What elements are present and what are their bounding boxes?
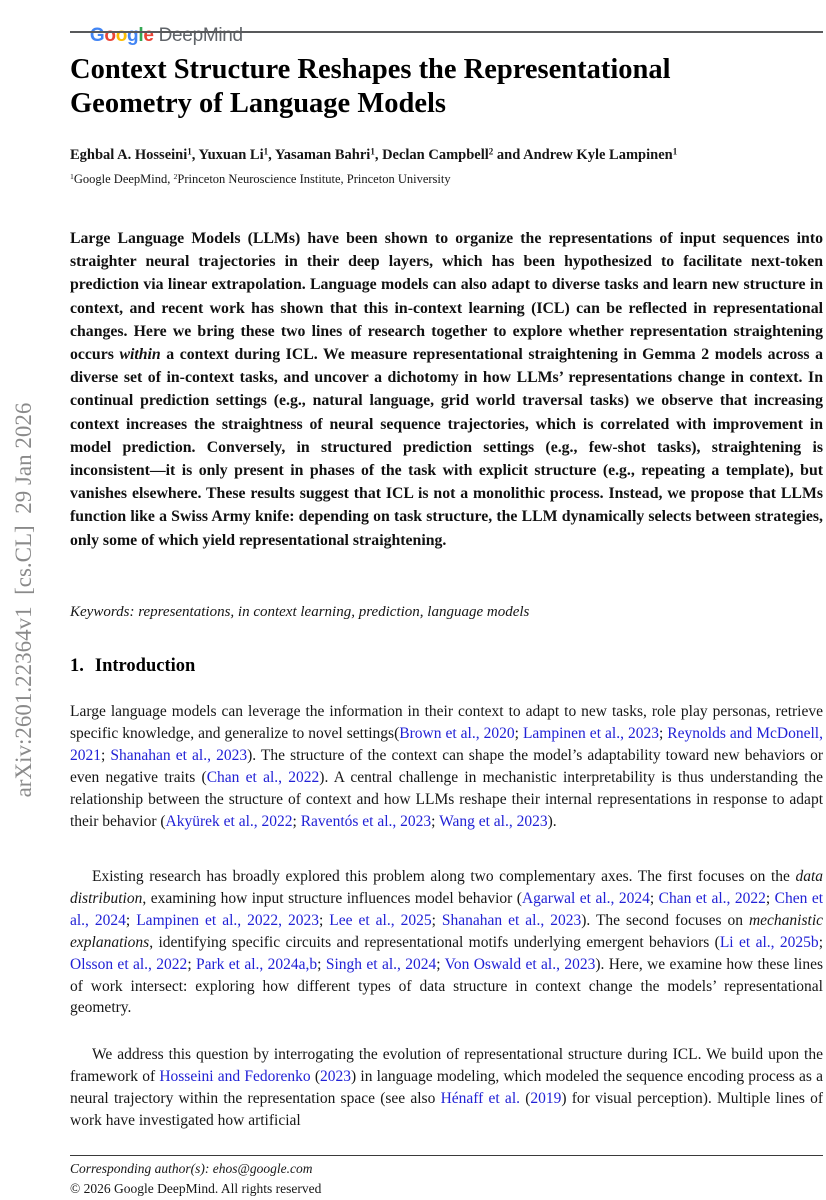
text-segment: within	[119, 346, 161, 364]
superscript: 1	[187, 146, 192, 157]
copyright-line: © 2026 Google DeepMind. All rights reserved	[70, 1181, 322, 1196]
text-segment: ;	[765, 889, 775, 907]
text-segment: ;	[317, 955, 326, 973]
text-segment: ). The structure of the context can shape the model’s adaptability toward new behaviors or even negative traits (	[70, 746, 823, 786]
intro-paragraph-3	[70, 1044, 823, 1132]
text-segment: Princeton Neuroscience Institute, Princeton University	[177, 172, 451, 186]
text-segment: ;	[187, 955, 196, 973]
citation-link[interactable]: Shanahan et al., 2023	[441, 911, 582, 929]
section-heading-introduction	[70, 656, 195, 677]
arxiv-stamp: arXiv:2601.22364v1 [cs.CL] 29 Jan 2026	[11, 402, 36, 798]
superscript: 1	[263, 146, 269, 157]
citation-link[interactable]: Lampinen et al., 2023	[522, 724, 659, 742]
citation-link[interactable]: Chan et al., 2022	[206, 768, 320, 786]
affiliation-line	[70, 172, 823, 187]
text-segment: ;	[436, 955, 445, 973]
section-number: 1.	[70, 656, 84, 676]
text-segment: ;	[292, 812, 301, 830]
text-segment: and Andrew Kyle Lampinen	[493, 147, 673, 163]
text-segment: a context during ICL. We measure representational straightening in Gemma 2 models across a diverse set of in-context tasks, and uncover a dichotomy in how LLMs’ representations change in context. In continual prediction settings (e.g., natural language, grid world traversal tasks) we observe that increasing context increases the straightness of neural sequence trajectories, which is correlated with improvement in model prediction. Conversely, in structured prediction settings (e.g., few-shot tasks), straightening is inconsistent—it is only present in phases of the task with explicit structure (e.g., repeating a template), but vanishes elsewhere. These results suggest that ICL is not a monolithic process. Instead, we propose that LLMs function like a Swiss Army knife: depending on task structure, the LLM dynamically selects between strategies, only some of which yield representational straightening.	[70, 346, 823, 549]
citation-link[interactable]: Reynolds and McDonell, 2021	[70, 724, 823, 764]
text-segment: ;	[658, 724, 668, 742]
citation-link[interactable]: Von Oswald et al., 2023	[444, 955, 596, 973]
text-segment: , identifying specific circuits and representational motifs underlying emergent behaviors (	[149, 933, 720, 951]
text-segment: e	[143, 25, 154, 46]
citation-link[interactable]: Wang et al., 2023	[439, 812, 548, 830]
text-segment: ;	[125, 911, 137, 929]
text-segment: ). Here, we examine how these lines of work intersect: exploring how different types of data structure in context change the models’ representational geometry.	[70, 955, 823, 1017]
abstract	[70, 227, 823, 552]
text-segment: , Yasaman Bahri	[268, 147, 371, 163]
superscript: 1	[672, 146, 678, 157]
citation-link[interactable]: Akyürek et al., 2022	[165, 812, 293, 830]
text-segment: ). The second focuses on	[581, 911, 749, 929]
citation-link[interactable]: Park et al., 2024a,b	[196, 955, 318, 973]
corresponding-author-line: Corresponding author(s): ehos@google.com	[70, 1161, 313, 1176]
citation-link[interactable]: Hosseini and Fedorenko	[159, 1067, 311, 1085]
text-segment: Existing research has broadly explored this problem along two complementary axes. The first focuses on the	[92, 868, 796, 885]
text-segment: Eghbal A. Hosseini	[70, 147, 188, 163]
superscript: 2	[488, 146, 494, 157]
section-title: Introduction	[94, 656, 196, 676]
intro-paragraph-1	[70, 701, 823, 832]
author-line	[70, 147, 823, 164]
intro-paragraph-2	[70, 866, 823, 1019]
citation-link[interactable]: Raventós et al., 2023	[300, 812, 432, 830]
superscript: 1	[370, 146, 375, 157]
text-segment: (	[520, 1089, 531, 1107]
citation-link[interactable]: 2023	[320, 1067, 352, 1085]
text-segment: Large Language Models (LLMs) have been shown to organize the representations of input sequences into straighter neural trajectories in their deep layers, which has been hypothesized to facilitate next-token prediction via linear extrapolation. Language models can also adapt to diverse tasks and learn new structure in context, and recent work has shown that this in-context learning (ICL) can be reflected in representational changes. Here we bring these two lines of research together to explore whether representation straightening occurs	[70, 230, 823, 364]
text-segment: ;	[101, 746, 111, 764]
text-segment: Google DeepMind,	[73, 172, 174, 186]
superscript: 1	[70, 172, 74, 182]
text-segment: ;	[318, 911, 330, 929]
citation-link[interactable]: Brown et al., 2020	[399, 724, 515, 742]
text-segment: ). A central challenge in mechanistic interpretability is thus understanding the relationship between the structure of context and how LLMs reshape their internal representations in response to adapt their behavior (	[70, 768, 824, 830]
footer-rule	[70, 1155, 823, 1156]
text-segment: ;	[514, 724, 523, 742]
citation-link[interactable]: Singh et al., 2024	[325, 955, 437, 973]
citation-link[interactable]: Lampinen et al., 2022, 2023	[136, 911, 319, 929]
text-segment: G	[89, 25, 105, 46]
citation-link[interactable]: Chen et al., 2024	[70, 889, 824, 929]
text-segment: (	[310, 1067, 321, 1085]
citation-link[interactable]: Agarwal et al., 2024	[521, 889, 650, 907]
text-segment: , Declan Campbell	[374, 147, 489, 163]
text-segment: ;	[649, 889, 659, 907]
text-segment: ) in language modeling, which modeled the sequence encoding process as a neural trajectory within the representation space (see also	[70, 1067, 824, 1107]
text-segment: g	[127, 25, 139, 46]
citation-link[interactable]: Olsson et al., 2022	[70, 955, 188, 973]
text-segment: ;	[431, 911, 442, 929]
deepmind-wordmark: DeepMind	[158, 25, 243, 46]
text-segment: We address this question by interrogating the evolution of representational structure during ICL. We build upon the framework of	[70, 1046, 823, 1085]
citation-link[interactable]: Shanahan et al., 2023	[110, 746, 248, 764]
text-segment: ) for visual perception). Multiple lines of work have investigated how artificial	[70, 1089, 823, 1129]
text-segment: data distribution	[70, 868, 823, 907]
text-segment: o	[104, 25, 116, 46]
superscript: 2	[173, 172, 178, 182]
citation-link[interactable]: Li et al., 2025b	[719, 933, 819, 951]
text-segment: ).	[547, 812, 557, 830]
text-segment: , examining how input structure influences model behavior (	[142, 889, 522, 907]
text-segment: l	[138, 25, 144, 46]
citation-link[interactable]: Chan et al., 2022	[658, 889, 766, 907]
text-segment: Large language models can leverage the information in their context to adapt to new tasks, role play personas, retrieve specific knowledge, and generalize to novel settings(	[70, 703, 823, 742]
google-wordmark	[90, 25, 154, 46]
citation-link[interactable]: 2019	[530, 1089, 562, 1107]
text-segment: ;	[431, 812, 440, 830]
citation-link[interactable]: Hénaff et al.	[440, 1089, 520, 1107]
text-segment: ;	[818, 933, 823, 951]
text-segment: mechanistic explanations	[70, 911, 824, 951]
keywords-line: Keywords: representations, in context learning, prediction, language models	[70, 604, 530, 620]
paper-title: Context Structure Reshapes the Representational Geometry of Language Models	[70, 54, 671, 119]
text-segment: , Yuxuan Li	[191, 147, 264, 163]
header-rule	[70, 31, 823, 33]
citation-link[interactable]: Lee et al., 2025	[329, 911, 432, 929]
text-segment: o	[115, 25, 128, 46]
